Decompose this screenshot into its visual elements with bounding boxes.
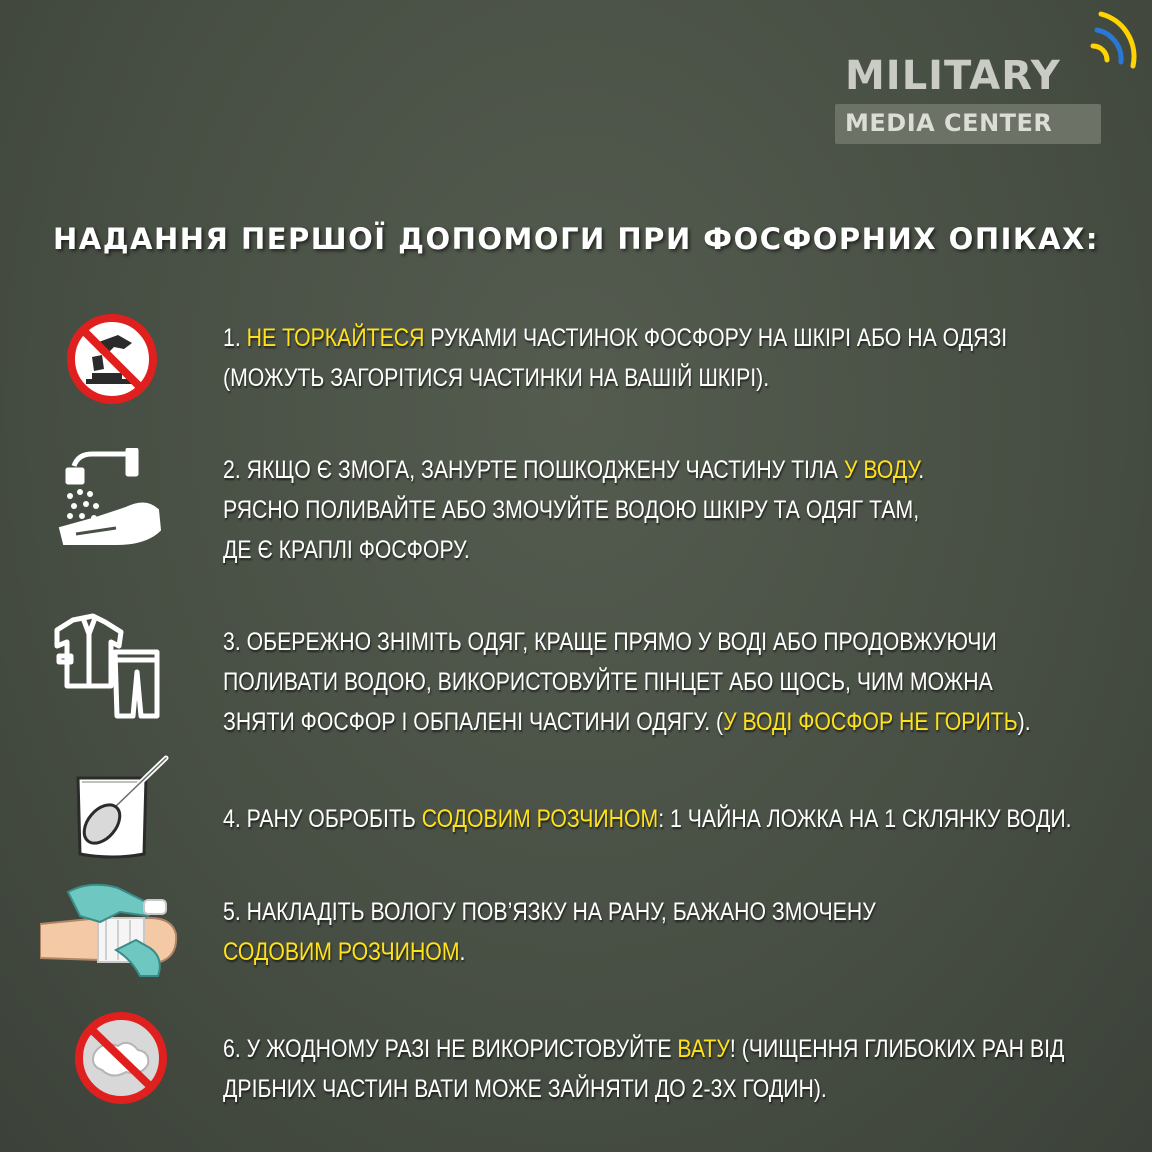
step-5-line-1: 5. НАКЛАДІТЬ ВОЛОГУ ПОВ’ЯЗКУ НА РАНУ, БАЖАНО ЗМОЧЕНУ [223,898,876,926]
bandage-hand-icon [40,878,182,982]
step-2-line-3: ДЕ Є КРАПЛІ ФОСФОРУ. [223,536,470,564]
step-6-line-1: 6. У ЖОДНОМУ РАЗІ НЕ ВИКОРИСТОВУЙТЕ ВАТУ! (ЧИЩЕННЯ ГЛИБОКИХ РАН ВІД [223,1035,1065,1063]
step-5-line-2: СОДОВИМ РОЗЧИНОМ. [223,938,466,966]
logo-line-1: MILITARY [845,53,1061,99]
step-3 [223,622,1031,742]
step-3-line-2: ПОЛИВАТИ ВОДОЮ, ВИКОРИСТОВУЙТЕ ПІНЦЕТ АБО ЩОСЬ, ЧИМ МОЖНА [223,668,993,696]
water-tap-hand-icon [56,448,166,556]
step-2-highlight: У ВОДУ [843,456,919,484]
step-4-line-1: 4. РАНУ ОБРОБІТЬ СОДОВИМ РОЗЧИНОМ: 1 ЧАЙНА ЛОЖКА НА 1 СКЛЯНКУ ВОДИ. [223,805,1072,833]
step-4 [223,799,1072,839]
military-media-center-logo [835,8,1125,138]
step-3-line-3: ЗНЯТИ ФОСФОР І ОБПАЛЕНІ ЧАСТИНИ ОДЯГУ. (У ВОДІ ФОСФОР НЕ ГОРИТЬ). [223,708,1031,736]
step-6-highlight: ВАТУ [677,1035,730,1063]
step-6 [223,1029,1065,1109]
step-3-line-1: 3. ОБЕРЕЖНО ЗНІМІТЬ ОДЯГ, КРАЩЕ ПРЯМО У ВОДІ АБО ПРОДОВЖУЮЧИ [223,628,997,656]
no-cotton-icon [72,1010,170,1106]
step-5-highlight: СОДОВИМ РОЗЧИНОМ [223,938,460,966]
no-touch-icon [66,313,158,405]
step-2-line-2: РЯСНО ПОЛИВАЙТЕ АБО ЗМОЧУЙТЕ ВОДОЮ ШКІРУ ТА ОДЯГ ТАМ, [223,496,920,524]
clothes-icon [53,612,161,720]
logo-line-2: MEDIA CENTER [845,109,1053,137]
step-1 [223,318,1008,398]
page-title: НАДАННЯ ПЕРШОЇ ДОПОМОГИ ПРИ ФОСФОРНИХ ОПІКАХ: [53,222,1099,256]
step-4-highlight: СОДОВИМ РОЗЧИНОМ [421,805,659,833]
step-6-line-2: ДРІБНИХ ЧАСТИН ВАТИ МОЖЕ ЗАЙНЯТИ ДО 2-3Х ГОДИН). [223,1075,827,1103]
step-3-highlight: У ВОДІ ФОСФОР НЕ ГОРИТЬ [723,708,1018,736]
step-1-highlight: НЕ ТОРКАЙТЕСЯ [246,324,425,352]
glass-spoon-icon [74,752,172,860]
step-2 [223,450,988,570]
signal-waves-icon [1087,8,1137,78]
step-1-line-1: 1. НЕ ТОРКАЙТЕСЯ РУКАМИ ЧАСТИНОК ФОСФОРУ НА ШКІРІ АБО НА ОДЯЗІ [223,324,1008,352]
step-2-line-1: 2. ЯКЩО Є ЗМОГА, ЗАНУРТЕ ПОШКОДЖЕНУ ЧАСТИНУ ТІЛА У ВОДУ. [223,456,925,484]
step-1-line-2: (МОЖУТЬ ЗАГОРІТИСЯ ЧАСТИНКИ НА ВАШІЙ ШКІРІ). [223,364,770,392]
step-5 [223,892,988,972]
